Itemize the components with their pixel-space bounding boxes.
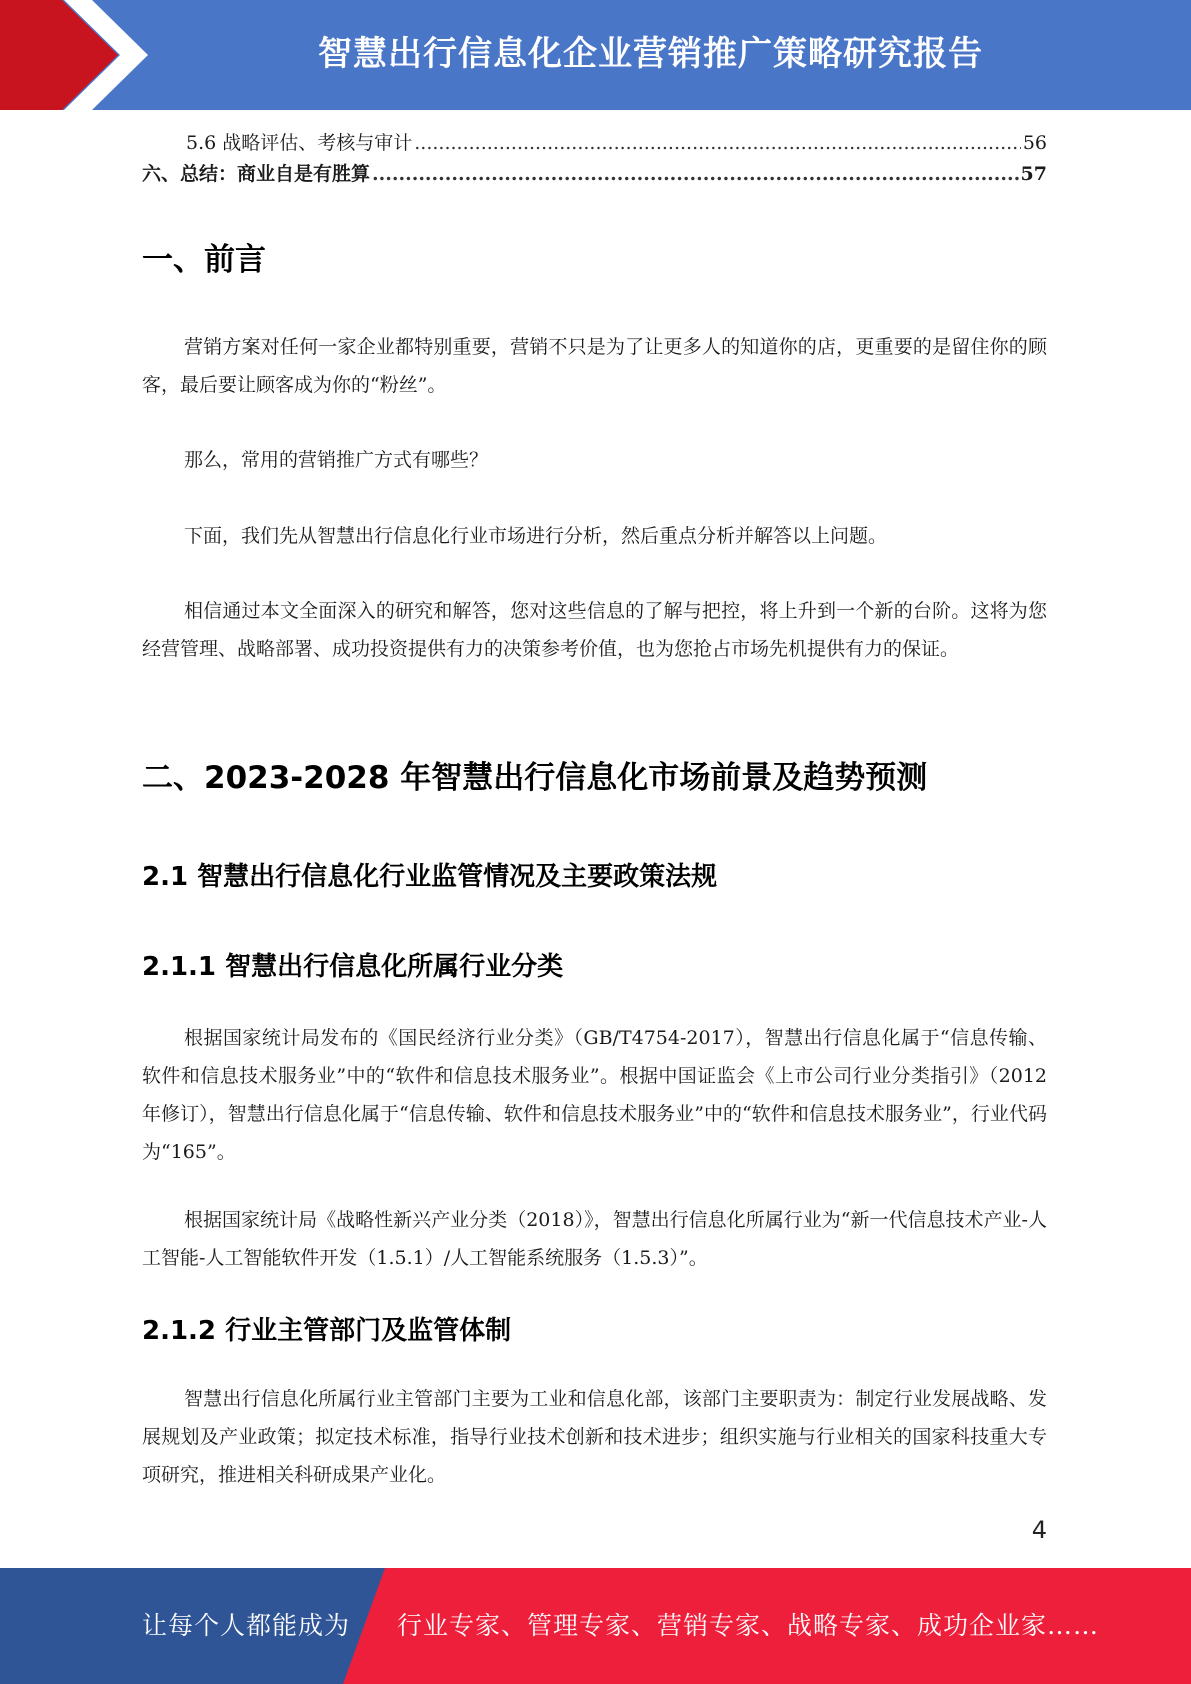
toc-leader-dots <box>372 161 1019 187</box>
footer-slogan-left: 让每个人都能成为 <box>142 1611 351 1640</box>
toc-entry[interactable] <box>186 130 1047 156</box>
report-header-band <box>0 0 1191 110</box>
report-title: 智慧出行信息化企业营销推广策略研究报告 <box>318 34 983 74</box>
toc-entry-page: 56 <box>1022 132 1047 154</box>
body-paragraph: 根据国家统计局发布的《国民经济行业分类》（GB/T4754-2017），智慧出行信息化属于“信息传输、软件和信息技术服务业”中的“软件和信息技术服务业”。根据中国证监会《上市公司行业分类指引》（2012 年修订），智慧出行信息化属于“信息传输、软件和信息技术服务业”中的“软件和信息技术服务业”，行业代码为“165”。 <box>142 1027 1047 1163</box>
section-2-1-heading: 2.1 智慧出行信息化行业监管情况及主要政策法规 <box>142 862 718 892</box>
body-paragraph: 智慧出行信息化所属行业主管部门主要为工业和信息化部，该部门主要职责为：制定行业发展战略、发展规划及产业政策；拟定技术标准，指导行业技术创新和技术进步；组织实施与行业相关的国家科技重大专项研究，推进相关科研成果产业化。 <box>142 1388 1047 1486</box>
footer-slogan-right: 行业专家、管理专家、营销专家、战略专家、成功企业家…… <box>397 1611 1100 1640</box>
preface-paragraph: 那么，常用的营销推广方式有哪些？ <box>184 449 489 471</box>
toc-leader-dots <box>414 130 1021 156</box>
preface-heading: 一、前言 <box>142 242 266 278</box>
preface-paragraph: 相信通过本文全面深入的研究和解答，您对这些信息的了解与把控，将上升到一个新的台阶。这将为您经营管理、战略部署、成功投资提供有力的决策参考价值，也为您抢占市场先机提供有力的保证。 <box>142 600 1047 660</box>
toc-entry-label: 5.6 战略评估、考核与审计 <box>186 132 413 154</box>
preface-paragraph: 下面，我们先从智慧出行信息化行业市场进行分析，然后重点分析并解答以上问题。 <box>184 525 888 547</box>
section-2-1-2-heading: 2.1.2 行业主管部门及监管体制 <box>142 1316 512 1346</box>
section-2-1-1-heading: 2.1.1 智慧出行信息化所属行业分类 <box>142 952 564 982</box>
chapter-two-heading: 二、2023-2028 年智慧出行信息化市场前景及趋势预测 <box>142 760 928 796</box>
page-number: 4 <box>1031 1516 1047 1544</box>
toc-entry-label: 六、总结：商业自是有胜算 <box>142 163 371 185</box>
body-paragraph: 根据国家统计局《战略性新兴产业分类（2018）》，智慧出行信息化所属行业为“新一代信息技术产业-人工智能-人工智能软件开发（1.5.1）/人工智能系统服务（1.5.3）”。 <box>142 1209 1047 1269</box>
toc-entry-page: 57 <box>1020 163 1047 185</box>
preface-paragraph: 营销方案对任何一家企业都特别重要，营销不只是为了让更多人的知道你的店，更重要的是留住你的顾客，最后要让顾客成为你的“粉丝”。 <box>142 336 1047 396</box>
toc-entry[interactable] <box>142 161 1047 187</box>
red-chevron-icon <box>0 0 150 110</box>
footer-band <box>0 1568 1191 1684</box>
